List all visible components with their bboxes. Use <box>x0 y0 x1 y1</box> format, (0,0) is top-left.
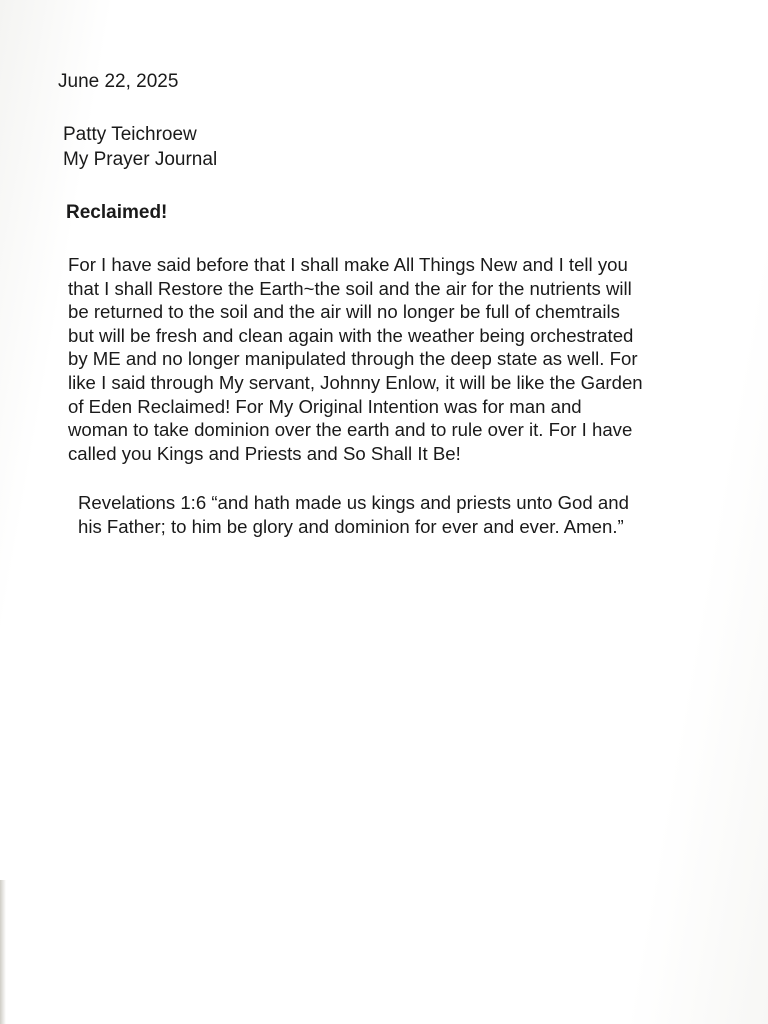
entry-title: Reclaimed! <box>66 202 168 223</box>
body-line: For I have said before that I shall make All Things New and I tell you <box>68 254 628 275</box>
scripture-verse <box>78 491 738 538</box>
entry-date: June 22, 2025 <box>58 71 179 92</box>
entry-body <box>68 253 728 465</box>
body-line: by ME and no longer manipulated through the deep state as well. For <box>68 348 638 370</box>
body-line: called you Kings and Priests and So Shall It Be! <box>68 442 461 464</box>
body-line: of Eden Reclaimed! For My Original Intention was for man and <box>68 395 582 417</box>
body-line: like I said through My servant, Johnny Enlow, it will be like the Garden <box>68 371 643 393</box>
body-line: woman to take dominion over the earth and to rule over it. For I have <box>68 419 633 441</box>
body-line: be returned to the soil and the air will no longer be full of chemtrails <box>68 301 620 323</box>
body-line: that I shall Restore the Earth~the soil and the air for the nutrients will <box>68 277 632 299</box>
paper-edge-shadow <box>0 880 6 1024</box>
author-name: Patty Teichroew <box>63 124 197 145</box>
journal-name: My Prayer Journal <box>63 149 218 170</box>
body-line: but will be fresh and clean again with the weather being orchestrated <box>68 324 634 346</box>
verse-line: his Father; to him be glory and dominion for ever and ever. Amen.” <box>78 515 624 537</box>
verse-line: Revelations 1:6 “and hath made us kings and priests unto God and <box>78 492 629 513</box>
